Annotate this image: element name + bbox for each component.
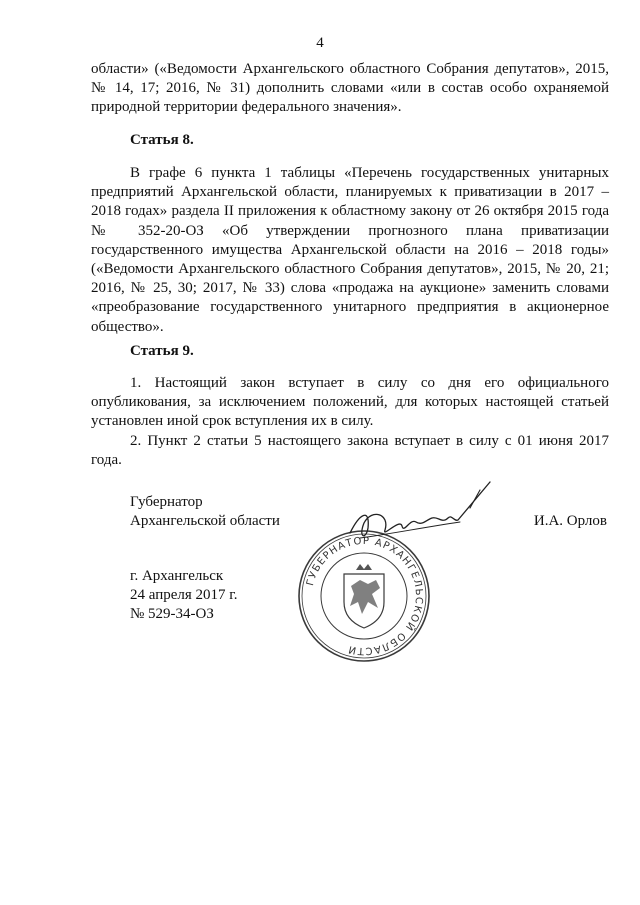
- seal-text: ГУБЕРНАТОР АРХАНГЕЛЬСКОЙ ОБЛАСТИ: [305, 535, 425, 657]
- article-8-heading: Статья 8.: [130, 132, 194, 148]
- page-number: 4: [316, 35, 324, 51]
- handwritten-signature-icon: [330, 478, 505, 556]
- footer-number: № 529-34-ОЗ: [130, 606, 214, 622]
- governor-name: И.А. Орлов: [533, 513, 607, 529]
- governor-title-line-2: Архангельской области: [130, 513, 280, 529]
- seal-emblem-icon: [344, 564, 384, 628]
- governor-title: [130, 493, 280, 531]
- article-9-paragraph-1: 1. Настоящий закон вступает в силу со дня его официального опубликования, за исключением положений, для которых настоящей статьей установлен иной срок вступления их в силу.: [91, 375, 609, 430]
- article-9-heading: Статья 9.: [130, 343, 194, 359]
- document-footer: [130, 567, 238, 624]
- article-9-paragraph-2: 2. Пункт 2 статьи 5 настоящего закона вступает в силу с 01 июня 2017 года.: [91, 433, 609, 469]
- footer-date: 24 апреля 2017 г.: [130, 587, 238, 603]
- governor-title-line-1: Губернатор: [130, 494, 203, 510]
- footer-city: г. Архангельск: [130, 568, 224, 584]
- continuation-paragraph: области» («Ведомости Архангельского областного Собрания депутатов», 2015, № 14, 17; 2016, № 31) дополнить словами «или в состав особо охраняемой природной территории федерального значения».: [91, 61, 609, 116]
- article-8-text: В графе 6 пункта 1 таблицы «Перечень государственных унитарных предприятий Архангельской области, планируемых к приватизации в 2017 – 2018 годах» раздела II приложения к областному закону от 26 октября 2015 года № 352-20-ОЗ «Об утверждении прогнозного плана приватизации государственного имущества Архангельской области на 2016 – 2018 годы» («Ведомости Архангельского областного Собрания депутатов», 2015, № 20, 21; 2016, № 25, 30; 2017, № 33) слова «продажа на аукционе» заменить словами «преобразование государственного унитарного предприятия в акционерное общество».: [91, 165, 609, 335]
